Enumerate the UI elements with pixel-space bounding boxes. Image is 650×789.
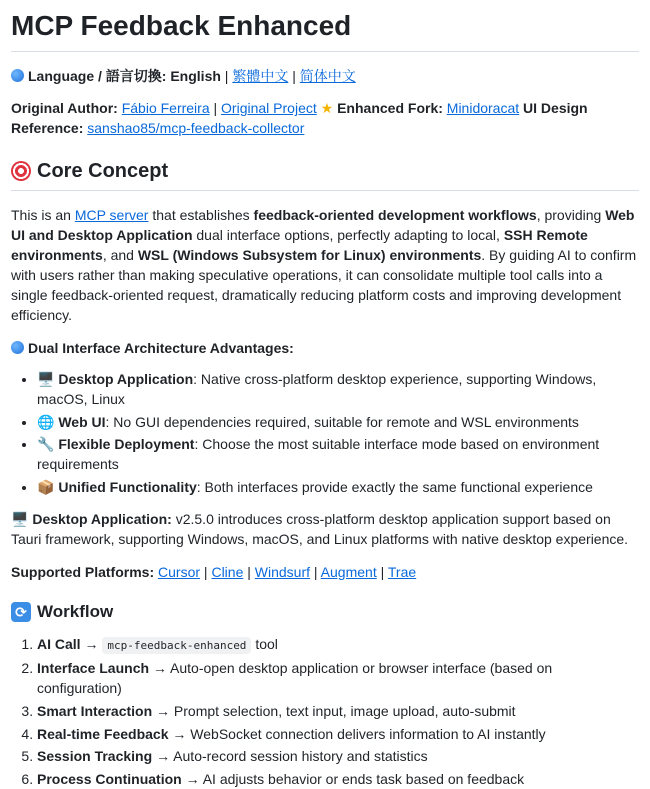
language-link-simplified[interactable]: 简体中文 xyxy=(299,68,356,84)
desktop-icon: 🖥️ xyxy=(11,510,29,527)
mcp-server-link[interactable]: MCP server xyxy=(74,207,149,223)
language-label: Language / 語言切換: xyxy=(28,68,167,84)
wrench-icon: 🔧 xyxy=(37,436,55,453)
list-item: • 🌐 Web UI: No GUI dependencies required, suitable for remote and WSL environments xyxy=(37,412,639,432)
target-icon xyxy=(11,161,31,181)
package-icon: 📦 xyxy=(37,478,55,495)
list-item: 2. Interface Launch → Auto-open desktop application or browser interface (based on configuration) xyxy=(37,658,639,698)
list-item: 3. Smart Interaction → Prompt selection, text input, image upload, auto-submit xyxy=(37,701,639,721)
fork-link[interactable]: Minidoracat xyxy=(446,100,520,116)
platform-link-augment[interactable]: Augment xyxy=(320,563,377,580)
core-concept-heading: Core Concept xyxy=(11,158,639,191)
language-current: English xyxy=(170,68,221,84)
page-title: MCP Feedback Enhanced xyxy=(11,0,639,52)
tool-name-code: mcp-feedback-enhanced xyxy=(102,637,251,654)
original-project-link[interactable]: Original Project xyxy=(221,100,317,116)
advantages-list xyxy=(11,369,639,497)
platform-link-windsurf[interactable]: Windsurf xyxy=(254,563,311,580)
language-line: Language / 語言切換: English | 繁體中文 | 简体中文 xyxy=(11,66,639,86)
platform-link-trae[interactable]: Trae xyxy=(387,563,417,580)
globe-icon xyxy=(11,341,24,354)
list-item: • 🖥️ Desktop Application: Native cross-platform desktop experience, supporting Windows, macOS, Linux xyxy=(37,369,639,409)
globe-icon xyxy=(11,69,24,82)
core-paragraph: This is an MCP server that establishes feedback-oriented development workflows, providing Web UI and Desktop Application dual interface options, perfectly adapting to local, SSH Remote environments, and WSL (Windows Subsystem for Linux) environments. By guiding AI to confirm with users rather than making speculative operations, it can consolidate multiple tool calls into a single feedback-oriented request, dramatically reducing platform costs and improving development efficiency. xyxy=(11,207,637,323)
author-link[interactable]: Fábio Ferreira xyxy=(121,100,210,116)
platforms-line: Supported Platforms: Cursor | Cline | Windsurf | Augment | Trae xyxy=(11,563,417,580)
desktop-paragraph: 🖥️ Desktop Application: v2.5.0 introduces cross-platform desktop application support based on Tauri framework, supporting Windows, macOS, and Linux platforms with native desktop experience. xyxy=(11,510,629,547)
platform-link-cline[interactable]: Cline xyxy=(211,563,244,580)
credits: Original Author: Fábio Ferreira | Original Project ★ Enhanced Fork: Minidoracat UI Design Reference: sanshao85/mcp-feedback-collector xyxy=(11,100,588,136)
list-item: • 📦 Unified Functionality: Both interfaces provide exactly the same functional experience xyxy=(37,477,639,497)
dual-heading: Dual Interface Architecture Advantages: xyxy=(11,338,639,358)
globe-icon: 🌐 xyxy=(37,413,55,430)
cycle-icon: ⟳ xyxy=(11,602,31,622)
list-item: 4. Real-time Feedback → WebSocket connection delivers information to AI instantly xyxy=(37,724,639,744)
platform-link-cursor[interactable]: Cursor xyxy=(158,563,201,580)
star-icon: ★ xyxy=(320,100,334,116)
desktop-icon: 🖥️ xyxy=(37,371,55,387)
ui-reference-link[interactable]: sanshao85/mcp-feedback-collector xyxy=(87,120,305,136)
list-item: 5. Session Tracking → Auto-record session history and statistics xyxy=(37,746,639,766)
workflow-heading: ⟳ Workflow xyxy=(11,601,639,623)
workflow-list xyxy=(11,634,639,789)
language-link-traditional[interactable]: 繁體中文 xyxy=(232,68,289,84)
list-item: 1. AI Call → mcp-feedback-enhanced tool xyxy=(37,634,639,656)
list-item: • 🔧 Flexible Deployment: Choose the most suitable interface mode based on environment requirements xyxy=(37,434,639,474)
list-item: 6. Process Continuation → AI adjusts behavior or ends task based on feedback xyxy=(37,769,639,789)
